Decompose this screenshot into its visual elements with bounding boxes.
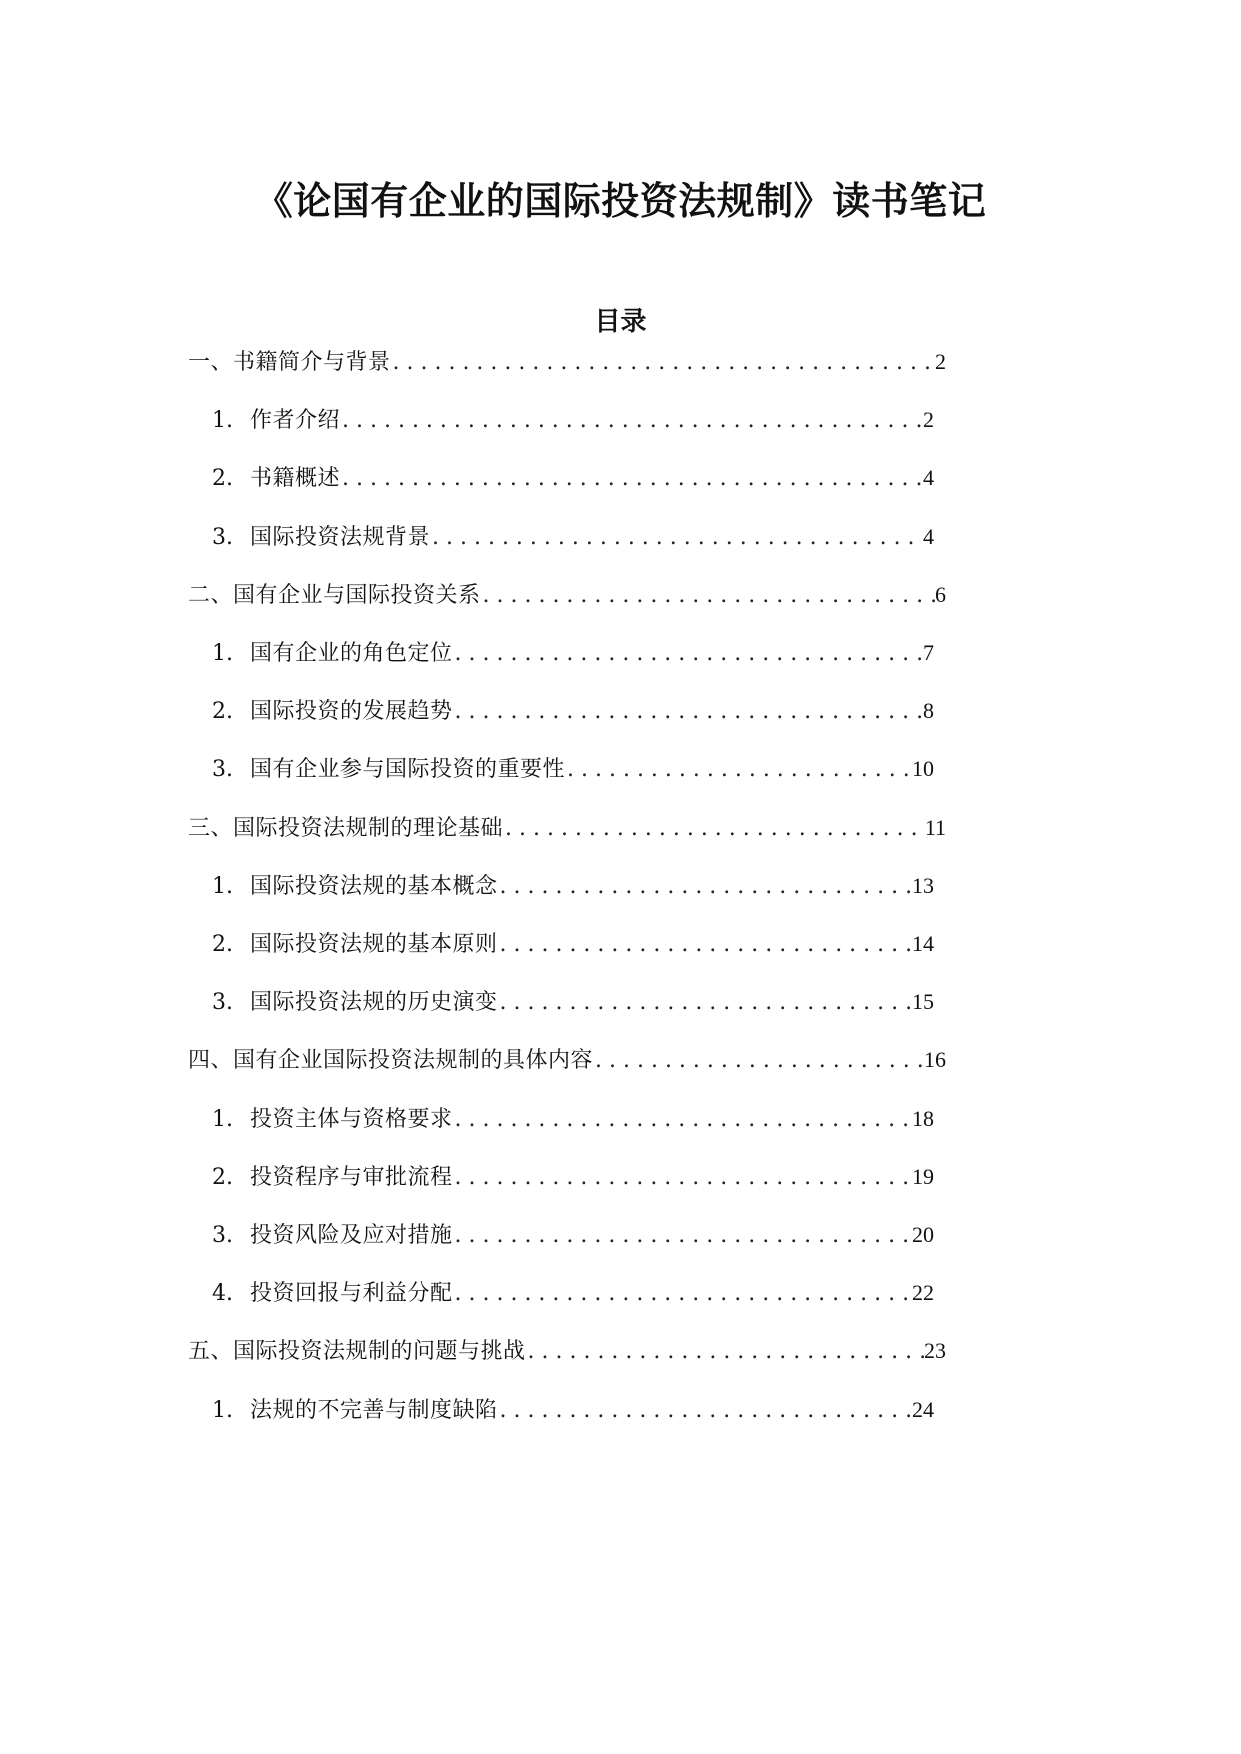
toc-dot-leader bbox=[391, 347, 935, 379]
toc-dot-leader bbox=[498, 929, 912, 961]
toc-page-number: 18 bbox=[912, 1106, 934, 1131]
toc-page-number: 14 bbox=[912, 931, 934, 956]
toc-subsection-entry[interactable] bbox=[212, 695, 934, 727]
toc-subsection-entry[interactable] bbox=[212, 637, 934, 669]
toc-page-number: 15 bbox=[912, 989, 934, 1014]
toc-subsection-entry[interactable] bbox=[212, 1161, 934, 1193]
toc-subsection-entry[interactable] bbox=[212, 1103, 934, 1135]
toc-entry-text: 二、国有企业与国际投资关系 bbox=[188, 583, 481, 608]
toc-subsection-entry[interactable] bbox=[212, 1277, 934, 1309]
toc-entry-text: 五、国际投资法规制的问题与挑战 bbox=[188, 1339, 526, 1364]
toc-entry-number: 2. bbox=[212, 466, 233, 491]
toc-page-number: 13 bbox=[912, 873, 934, 898]
toc-page-number: 20 bbox=[912, 1222, 934, 1247]
toc-page-number: 24 bbox=[912, 1397, 934, 1422]
toc-entry-text: 一、书籍简介与背景 bbox=[188, 350, 391, 375]
toc-entry-text: 三、国际投资法规制的理论基础 bbox=[188, 816, 504, 841]
toc-section-entry[interactable] bbox=[188, 1335, 946, 1367]
toc-entry-number: 3. bbox=[212, 757, 233, 782]
toc-entry-text: 投资程序与审批流程 bbox=[250, 1165, 453, 1190]
toc-subsection-entry[interactable] bbox=[212, 753, 934, 785]
toc-dot-leader bbox=[340, 463, 923, 495]
toc-page-number: 4 bbox=[923, 524, 934, 549]
toc-section-entry[interactable] bbox=[188, 346, 946, 378]
toc-dot-leader bbox=[453, 638, 923, 670]
toc-subsection-entry[interactable] bbox=[212, 928, 934, 960]
toc-entry-text: 国有企业的角色定位 bbox=[250, 641, 453, 666]
toc-subsection-entry[interactable] bbox=[212, 870, 934, 902]
toc-dot-leader bbox=[453, 1162, 912, 1194]
toc-entry-text: 国有企业参与国际投资的重要性 bbox=[250, 757, 566, 782]
toc-dot-leader bbox=[498, 871, 912, 903]
toc-dot-leader bbox=[565, 754, 912, 786]
toc-entry-number: 1. bbox=[212, 1398, 233, 1423]
toc-entry-number: 2. bbox=[212, 1165, 233, 1190]
toc-dot-leader bbox=[526, 1336, 924, 1368]
toc-entry-number: 4. bbox=[212, 1281, 233, 1306]
toc-dot-leader bbox=[498, 1395, 912, 1427]
toc-entry-text: 国际投资法规的基本概念 bbox=[250, 874, 498, 899]
toc-page-number: 16 bbox=[924, 1047, 946, 1072]
toc-subsection-entry[interactable] bbox=[212, 986, 934, 1018]
toc-page-number: 23 bbox=[924, 1338, 946, 1363]
toc-entry-text: 书籍概述 bbox=[250, 466, 341, 491]
toc-page-number: 4 bbox=[923, 465, 934, 490]
toc-dot-leader bbox=[340, 405, 923, 437]
toc-entry-number: 1. bbox=[212, 641, 233, 666]
toc-dot-leader bbox=[453, 1220, 912, 1252]
toc-subsection-entry[interactable] bbox=[212, 462, 934, 494]
toc-dot-leader bbox=[498, 987, 912, 1019]
toc-page-number: 7 bbox=[923, 640, 934, 665]
toc-entry-text: 四、国有企业国际投资法规制的具体内容 bbox=[188, 1048, 594, 1073]
toc-subsection-entry[interactable] bbox=[212, 1394, 934, 1426]
toc-entry-text: 国际投资法规背景 bbox=[250, 525, 431, 550]
toc-entry-text: 投资风险及应对措施 bbox=[250, 1223, 453, 1248]
toc-entry-text: 投资主体与资格要求 bbox=[250, 1107, 453, 1132]
toc-entry-number: 1. bbox=[212, 874, 233, 899]
toc-dot-leader bbox=[453, 1104, 912, 1136]
toc-page-number: 6 bbox=[935, 582, 946, 607]
toc-dot-leader bbox=[593, 1045, 924, 1077]
toc-page-number: 10 bbox=[912, 756, 934, 781]
toc-subsection-entry[interactable] bbox=[212, 1219, 934, 1251]
toc-entry-text: 作者介绍 bbox=[250, 408, 341, 433]
toc-page-number: 8 bbox=[923, 698, 934, 723]
toc-page-number: 19 bbox=[912, 1164, 934, 1189]
toc-entry-text: 法规的不完善与制度缺陷 bbox=[250, 1398, 498, 1423]
toc-page-number: 11 bbox=[924, 815, 946, 840]
toc-entry-number: 3. bbox=[212, 525, 233, 550]
toc-entry-text: 国际投资的发展趋势 bbox=[250, 699, 453, 724]
toc-dot-leader bbox=[481, 580, 935, 612]
toc-dot-leader bbox=[503, 813, 925, 845]
toc-section-entry[interactable] bbox=[188, 579, 946, 611]
toc-page-number: 2 bbox=[923, 407, 934, 432]
toc-dot-leader bbox=[430, 522, 923, 554]
toc-entry-number: 3. bbox=[212, 1223, 233, 1248]
toc-entry-text: 投资回报与利益分配 bbox=[250, 1281, 453, 1306]
toc-heading: 目录 bbox=[594, 306, 647, 337]
toc-entry-number: 2. bbox=[212, 932, 233, 957]
toc-subsection-entry[interactable] bbox=[212, 404, 934, 436]
toc-entry-number: 1. bbox=[212, 408, 233, 433]
toc-entry-number: 1. bbox=[212, 1107, 233, 1132]
toc-section-entry[interactable] bbox=[188, 1044, 946, 1076]
toc-entry-text: 国际投资法规的历史演变 bbox=[250, 990, 498, 1015]
toc-section-entry[interactable] bbox=[188, 812, 946, 844]
document-title: 《论国有企业的国际投资法规制》读书笔记 bbox=[254, 179, 987, 224]
toc-page-number: 2 bbox=[935, 349, 946, 374]
toc-dot-leader bbox=[453, 696, 923, 728]
toc-entry-text: 国际投资法规的基本原则 bbox=[250, 932, 498, 957]
toc-page-number: 22 bbox=[912, 1280, 934, 1305]
toc-entry-number: 3. bbox=[212, 990, 233, 1015]
toc-subsection-entry[interactable] bbox=[212, 521, 934, 553]
toc-dot-leader bbox=[453, 1278, 912, 1310]
toc-entry-number: 2. bbox=[212, 699, 233, 724]
